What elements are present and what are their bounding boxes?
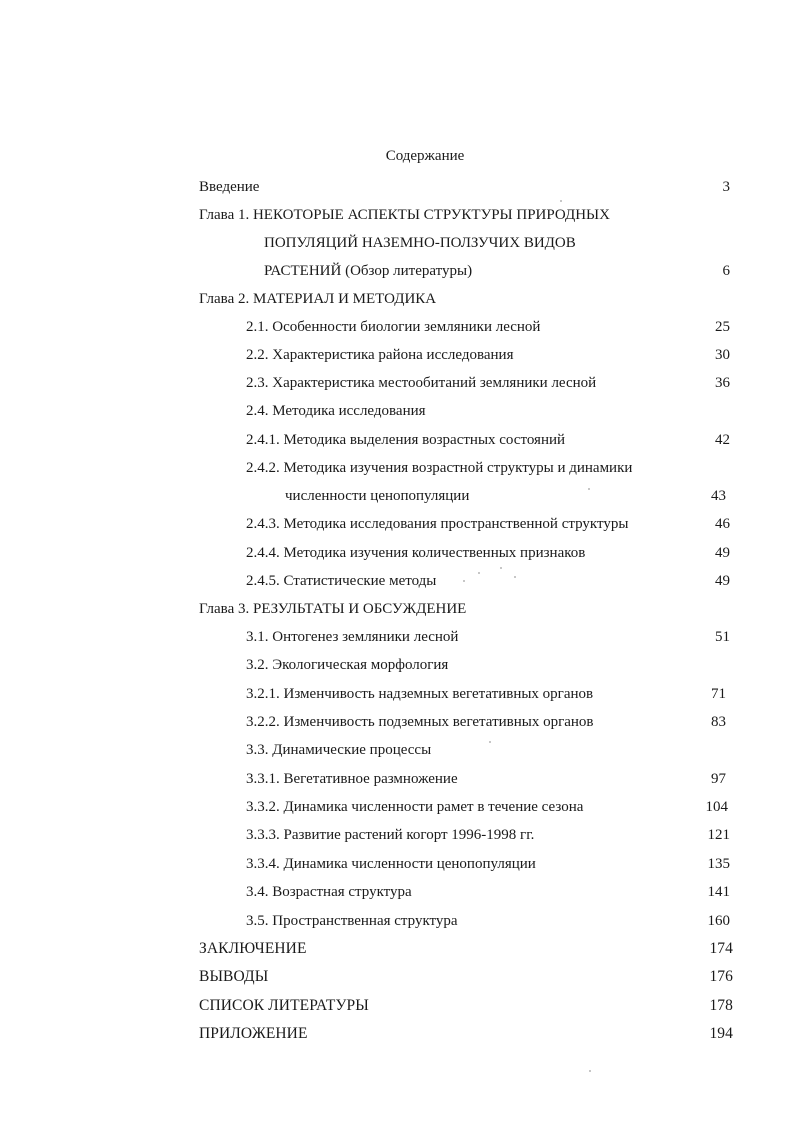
toc-entry: [199, 288, 730, 310]
toc-entry: [246, 683, 726, 705]
toc-entry: [246, 881, 730, 903]
scan-speck: [560, 200, 562, 202]
toc-entry: [285, 485, 726, 507]
toc-entry-page: 25: [715, 319, 730, 335]
toc-entry-text: 3.2. Экологическая морфология: [246, 657, 449, 673]
toc-entry-page: 174: [709, 940, 733, 957]
toc-entry-text: 2.4.3. Методика исследования пространственной структуры: [246, 516, 629, 532]
toc-entry: [246, 457, 730, 479]
toc-entry-text: 3.1. Онтогенез земляники лесной: [246, 629, 459, 645]
toc-entry: [264, 232, 730, 254]
toc-entry: [246, 542, 730, 564]
toc-entry-text: Глава 2. МАТЕРИАЛ И МЕТОДИКА: [199, 291, 437, 307]
toc-entry-text: численности ценопопуляции: [285, 488, 470, 504]
toc-entry-text: ЗАКЛЮЧЕНИЕ: [199, 940, 307, 957]
toc-entry-page: 176: [709, 968, 733, 985]
toc-entry-page: 121: [707, 827, 730, 843]
scan-speck: [588, 488, 590, 490]
toc-entry-text: 2.4.4. Методика изучения количественных признаков: [246, 545, 586, 561]
toc-entry: [246, 344, 730, 366]
toc-entry-text: 3.3. Динамические процессы: [246, 742, 432, 758]
toc-entry: [246, 654, 730, 676]
toc-entry-text: 3.3.3. Развитие растений когорт 1996-1998 гг.: [246, 827, 535, 843]
toc-entry-page: 178: [709, 997, 733, 1014]
toc-entry: [246, 739, 726, 761]
toc-entry: [199, 938, 733, 960]
scan-speck: [463, 580, 465, 582]
toc-entry-page: 6: [722, 263, 730, 279]
toc-entry-text: 2.4.2. Методика изучения возрастной структуры и динамики: [246, 460, 633, 476]
toc-entry-page: 71: [711, 686, 726, 702]
toc-entry: [199, 176, 730, 198]
toc-entry: [246, 768, 726, 790]
toc-entry-text: 3.3.1. Вегетативное размножение: [246, 771, 458, 787]
toc-entry-text: Введение: [199, 179, 260, 195]
toc-entry-page: 97: [711, 771, 726, 787]
toc-entry-page: 83: [711, 714, 726, 730]
toc-entry: [199, 204, 730, 226]
toc-entry-text: СПИСОК ЛИТЕРАТУРЫ: [199, 997, 369, 1014]
toc-entry-text: ВЫВОДЫ: [199, 968, 269, 985]
toc-entry-text: Глава 1. НЕКОТОРЫЕ АСПЕКТЫ СТРУКТУРЫ ПРИРОДНЫХ: [199, 207, 610, 223]
toc-entry-text: 3.2.2. Изменчивость подземных вегетативных органов: [246, 714, 594, 730]
toc-entry-text: 3.2.1. Изменчивость надземных вегетативных органов: [246, 686, 594, 702]
toc-entry-page: 3: [722, 179, 730, 195]
toc-entry-page: 51: [715, 629, 730, 645]
toc-entry-text: ПРИЛОЖЕНИЕ: [199, 1025, 308, 1042]
toc-entry: [246, 570, 730, 592]
toc-entry-text: 3.3.4. Динамика численности ценопопуляции: [246, 856, 536, 872]
toc-entry-page: 30: [715, 347, 730, 363]
toc-entry: [264, 260, 730, 282]
toc-entry-text: 2.4. Методика исследования: [246, 403, 426, 419]
toc-entry-text: 2.3. Характеристика местообитаний земляники лесной: [246, 375, 597, 391]
toc-entry: [246, 513, 730, 535]
toc-entry-text: РАСТЕНИЙ (Обзор литературы): [264, 263, 473, 279]
toc-entry: [246, 910, 730, 932]
toc-entry-page: 36: [715, 375, 730, 391]
toc-entry-page: 49: [715, 573, 730, 589]
toc-entry-text: 3.3.2. Динамика численности рамет в течение сезона: [246, 799, 584, 815]
toc-entry-page: 42: [715, 432, 730, 448]
toc-title: Содержание: [385, 148, 465, 164]
toc-entry: [246, 824, 730, 846]
toc-entry-page: 46: [715, 516, 730, 532]
toc-entry-page: 43: [711, 488, 726, 504]
scan-speck: [489, 741, 491, 743]
scan-speck: [478, 572, 480, 574]
scan-speck: [500, 567, 502, 569]
toc-entry: [246, 372, 730, 394]
toc-entry: [246, 796, 728, 818]
toc-entry-text: 2.1. Особенности биологии земляники лесной: [246, 319, 541, 335]
toc-entry-page: 194: [709, 1025, 733, 1042]
toc-entry: [199, 1023, 733, 1045]
toc-entry: [199, 966, 733, 988]
toc-entry-text: 3.5. Пространственная структура: [246, 913, 458, 929]
toc-entry-page: 104: [705, 799, 728, 815]
toc-entry-text: 2.4.1. Методика выделения возрастных состояний: [246, 432, 566, 448]
toc-entry: [246, 626, 730, 648]
toc-entry-text: 3.4. Возрастная структура: [246, 884, 412, 900]
scan-speck: [589, 1070, 591, 1072]
toc-entry: [246, 400, 730, 422]
toc-entry: [246, 316, 730, 338]
toc-entry: [246, 711, 726, 733]
toc-entry-page: 160: [707, 913, 730, 929]
toc-entry: [246, 853, 730, 875]
toc-entry-page: 49: [715, 545, 730, 561]
toc-entry-page: 135: [707, 856, 730, 872]
toc-entry-page: 141: [707, 884, 730, 900]
toc-entry-text: 2.2. Характеристика района исследования: [246, 347, 514, 363]
toc-entry: [199, 995, 733, 1017]
toc-entry-text: 2.4.5. Статистические методы: [246, 573, 437, 589]
toc-entry: [199, 598, 730, 620]
toc-entry-text: ПОПУЛЯЦИЙ НАЗЕМНО-ПОЛЗУЧИХ ВИДОВ: [264, 235, 576, 251]
toc-entry-text: Глава 3. РЕЗУЛЬТАТЫ И ОБСУЖДЕНИЕ: [199, 601, 467, 617]
toc-entry: [246, 429, 730, 451]
scan-speck: [514, 576, 516, 578]
